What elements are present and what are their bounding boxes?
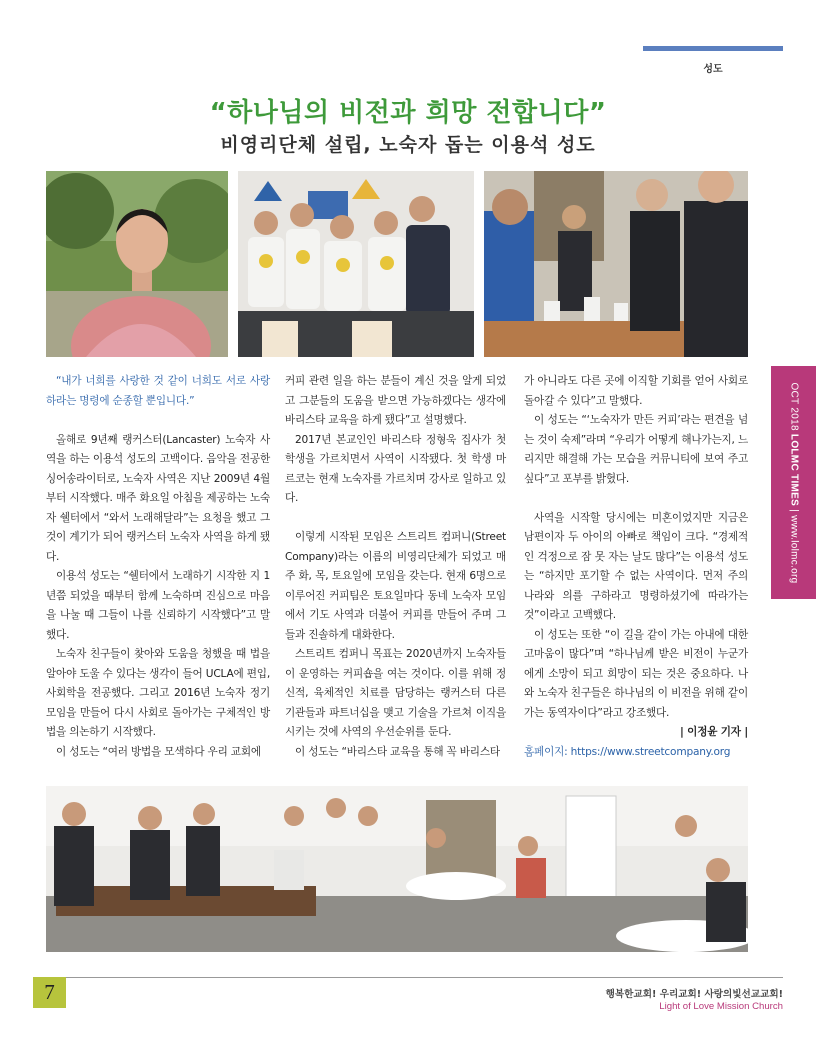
church-name: Light of Love Mission Church	[659, 1001, 783, 1012]
byline: | 이정윤 기자 |	[680, 726, 748, 738]
barista-training-photo	[484, 171, 748, 357]
paragraph: 이 성도는 또한 “이 길을 같이 가는 아내에 대한 고마움이 많다”며 “하나님께 받은 비전이 누군가에게 소망이 되고 희망이 되는 것은 중요하다. 나와 노숙자 친구들은 하나님의 이 비전을 위해 같이 가는 동역자이다”라고 강조했다.	[524, 628, 748, 719]
paragraph: 사역을 시작할 당시에는 미혼이었지만 지금은 남편이자 두 아이의 아빠로 책임이 크다. “경제적인 걱정으로 잠 못 자는 날도 많다”는 이용석 성도는 “하지만 포기할 수 없는 사역이다. 먼저 주의 나라와 의를 구하라고 명령하셨기에 따라가는 것”이라고 고백했다.	[524, 511, 748, 621]
paragraph: 스트리트 컴퍼니 목표는 2020년까지 노숙자들이 운영하는 커피숍을 여는 것이다. 이를 위해 정신적, 육체적인 치료를 담당하는 랭커스터 다른 기관들과 파트너십을 맺고 기술을 가르쳐 이직을 시키는 것에 사역의 우선순위를 둔다.	[285, 648, 506, 738]
publication-title: LOLMC TIMES	[788, 433, 799, 506]
pull-quote: “내가 너희를 사랑한 것 같이 너희도 서로 사랑하라는 명령에 순종할 뿐입니다.”	[46, 375, 270, 407]
paragraph: 2017년 본교인인 바리스타 정형욱 집사가 첫 학생을 가르치면서 사역이 시작됐다. 첫 학생 마르코는 현재 노숙자를 가르치며 강사로 일하고 있다.	[285, 433, 506, 504]
paragraph-spacer	[46, 411, 270, 431]
section-label: 성도	[703, 64, 723, 75]
paragraph: 이용석 성도는 “쉘터에서 노래하기 시작한 지 1년쯤 되었을 때부터 함께 노숙하며 진심으로 마음을 나눌 때 그들이 나를 신뢰하기 시작했다”고 말했다.	[46, 570, 270, 641]
paragraph: 올해로 9년째 랭커스터(Lancaster) 노숙자 사역을 하는 이용석 성도의 고백이다. 음악을 전공한 싱어송라이터로, 노숙자 사역은 지난 2009년 4월부터 시작했다. 매주 화요일 아침을 제공하는 노숙자 쉘터에서 “와서 노래해달라”는 요청을 했고 그것이 계기가 되어 랭커스터 노숙자 사역을 하게 됐다.	[46, 433, 270, 563]
team-group-photo	[238, 171, 474, 357]
page-number: 7	[33, 977, 66, 1008]
paragraph: 이 성도는 “‘노숙자가 만든 커피’라는 편견을 넘는 것이 숙제”라며 “우리가 어떻게 해나가는지, 느리지만 해결해 가는 모습을 커뮤니티에 보여 주고 싶다”고 포부를 밝혔다.	[524, 414, 748, 485]
paragraph: 이렇게 시작된 모임은 스트리트 컴퍼니(Street Company)라는 이름의 비영리단체가 되었고 매주 화, 목, 토요일에 모임을 갖는다. 현재 6명으로 이루어진 커피팀은 토요일마다 동네 노숙자 모임에서 기도 사역과 더불어 커피를 만들어 주며 그들과 진솔하게 대화한다.	[285, 531, 506, 641]
article-column-2	[285, 372, 506, 762]
side-tab	[771, 366, 816, 599]
church-slogan: 행복한교회! 우리교회! 사랑의빛선교교회!	[605, 989, 783, 1000]
side-tab-text	[788, 382, 799, 583]
headline: “하나님의 비전과 희망 전합니다”	[209, 98, 607, 128]
portrait-photo	[46, 171, 228, 357]
issue-date: OCT 2018	[788, 381, 799, 431]
subheadline: 비영리단체 설립, 노숙자 돕는 이용석 성도	[220, 134, 596, 156]
article-column-3	[524, 372, 748, 762]
article-column-1	[46, 372, 270, 762]
paragraph: 커피 관련 일을 하는 분들이 계신 것을 알게 되었고 그분들의 도움을 받으면 가능하겠다는 생각에 바리스타 교육을 하게 됐다”고 설명했다.	[285, 375, 506, 426]
paragraph: 이 성도는 “여러 방법을 모색하다 우리 교회에	[56, 745, 261, 758]
paragraph: 이 성도는 “바리스타 교육을 통해 꼭 바리스타	[295, 745, 500, 758]
paragraph: 가 아니라도 다른 곳에 이직할 기회를 얻어 사회로 돌아갈 수 있다”고 말했다.	[524, 375, 748, 407]
paragraph-spacer	[285, 509, 506, 529]
paragraph: 노숙자 친구들이 찾아와 도움을 청했을 때 법을 알아야 도울 수 있다는 생각이 들어 UCLA에 편입, 사회학을 전공했다. 그리고 2016년 노숙자 정기모임을 만들어 다시 사회로 돌아가는 구체적인 방법을 의논하기 시작했다.	[46, 648, 270, 738]
paragraph-spacer	[524, 489, 748, 509]
top-rule	[643, 46, 783, 51]
footer-rule	[33, 977, 783, 978]
homepage-link[interactable]: 홈페이지: https://www.streetcompany.org	[524, 745, 731, 758]
group-meeting-photo	[46, 786, 748, 952]
website-url: | www.lolmc.org	[788, 508, 799, 584]
